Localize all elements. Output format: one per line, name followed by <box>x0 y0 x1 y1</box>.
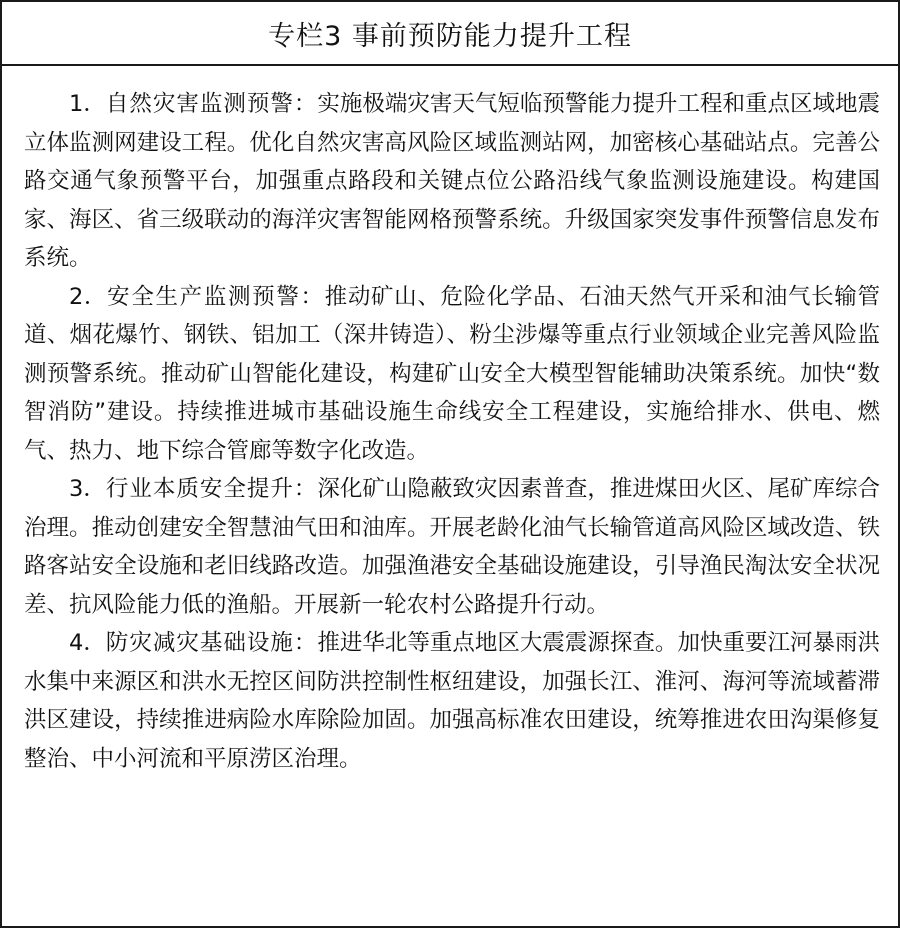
section-body: 实施极端灾害天气短临预警能力提升工程和重点区域地震立体监测网建设工程。优化自然灾害高风险区域监测站网，加密核心基础站点。完善公路交通气象预警平台，加强重点路段和关键点位公路沿线气象监测设施建设。构建国家、海区、省三级联动的海洋灾害智能网格预警系统。升级国家突发事件预警信息发布系统。 <box>24 91 880 271</box>
box-content <box>2 66 898 778</box>
section-number: 2． <box>69 283 108 310</box>
box-title: 专栏3 事前预防能力提升工程 <box>2 2 898 66</box>
section-heading: 自然灾害监测预警： <box>105 91 318 117</box>
section-number: 3． <box>69 476 106 502</box>
section-number: 1． <box>69 91 106 117</box>
section-number: 4． <box>69 630 106 656</box>
section-1 <box>24 85 880 278</box>
section-heading: 安全生产监测预警： <box>107 283 325 310</box>
section-body: 推动矿山、危险化学品、石油天然气开采和油气长输管道、烟花爆竹、钢铁、铝加工（深井铸造）、粉尘涉爆等重点行业领域企业完善风险监测预警系统。推动矿山智能化建设，构建矿山安全大模型智能辅助决策系统。加快“数智消防”建设。持续推进城市基础设施生命线安全工程建设，实施给排水、供电、燃气、热力、地下综合管廊等数字化改造。 <box>24 283 880 464</box>
section-heading: 防灾减灾基础设施： <box>105 630 318 656</box>
section-body: 深化矿山隐蔽致灾因素普查，推进煤田火区、尾矿库综合治理。推动创建安全智慧油气田和油库。开展老龄化油气长输管道高风险区域改造、铁路客站安全设施和老旧线路改造。加强渔港安全基础设施建设，引导渔民淘汰安全状况差、抗风险能力低的渔船。开展新一轮农村公路提升行动。 <box>24 476 880 618</box>
section-2 <box>24 278 880 471</box>
section-heading: 行业本质安全提升： <box>105 476 318 502</box>
section-3 <box>24 470 880 624</box>
section-4 <box>24 624 880 778</box>
section-body: 推进华北等重点地区大震震源探查。加快重要江河暴雨洪水集中来源区和洪水无控区间防洪控制性枢纽建设，加强长江、淮河、海河等流域蓄滞洪区建设，持续推进病险水库除险加固。加强高标准农田建设，统筹推进农田沟渠修复整治、中小河流和平原涝区治理。 <box>24 630 880 772</box>
